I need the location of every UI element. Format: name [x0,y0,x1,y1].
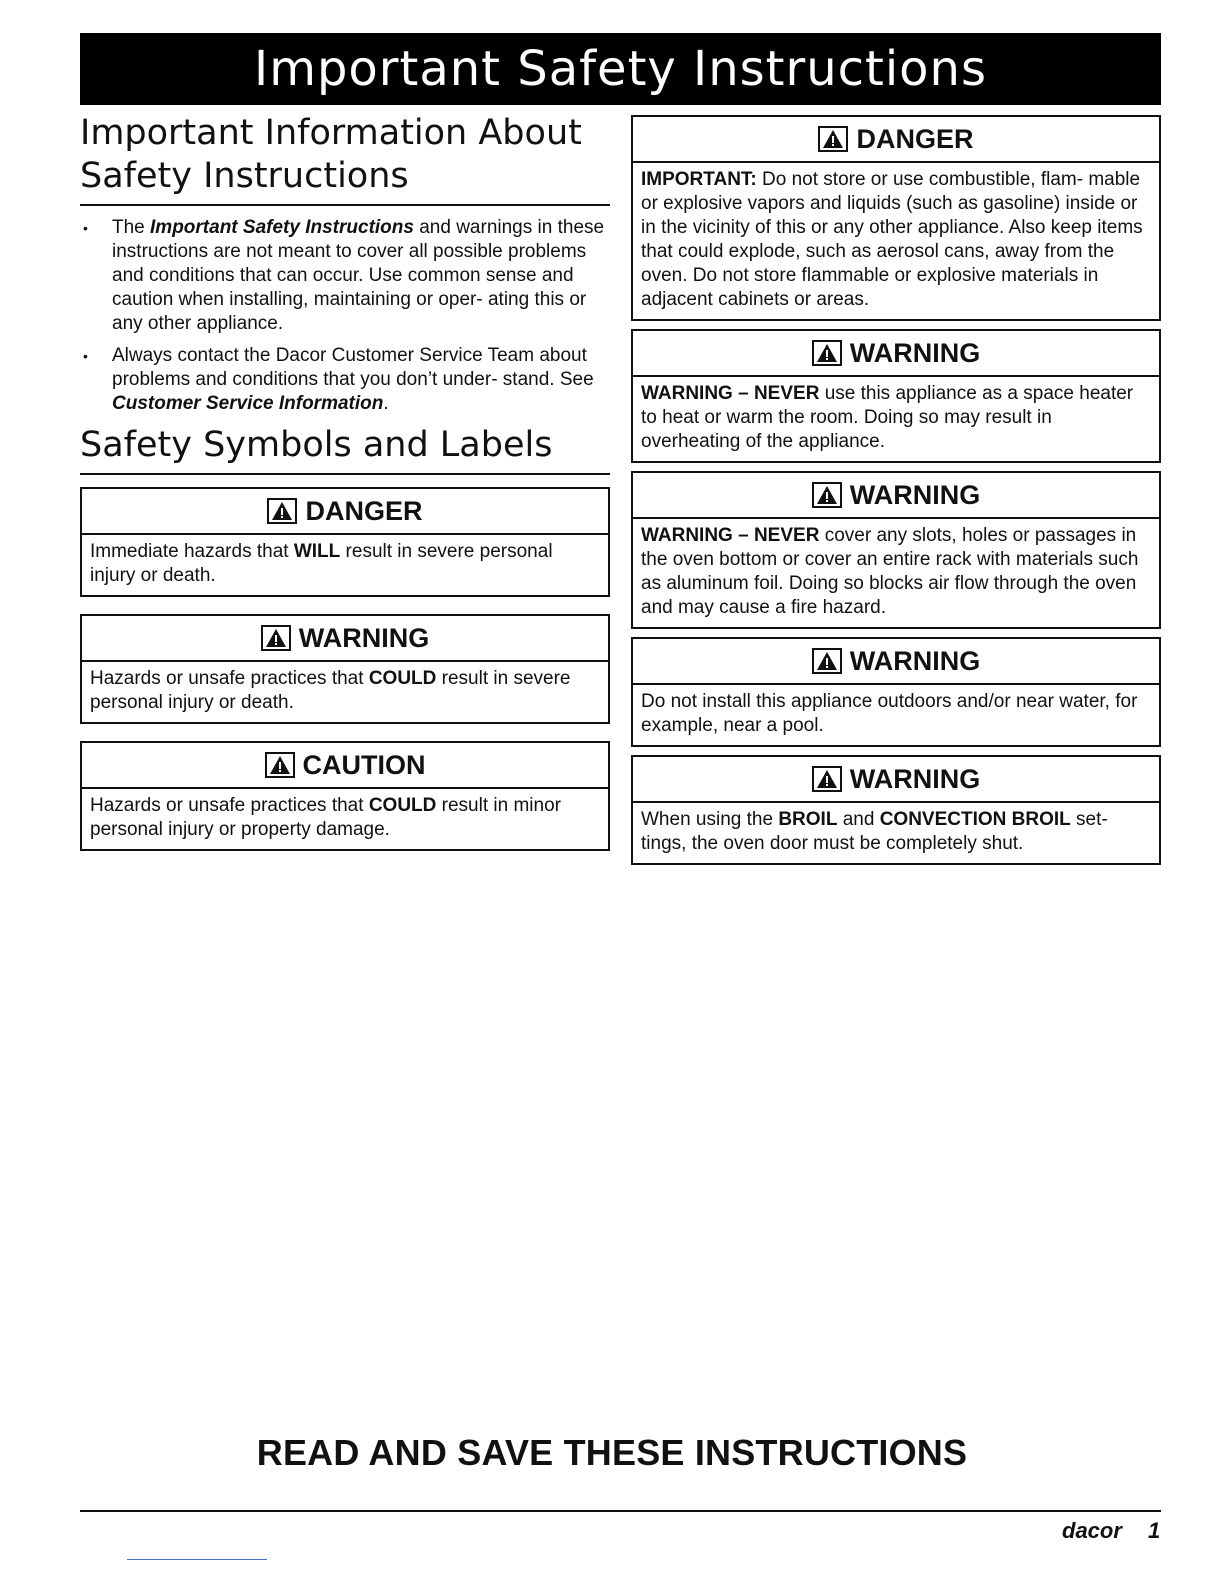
box-body [633,519,1159,627]
warning-label-box [80,614,610,724]
warning-box [631,755,1161,865]
box-body [633,163,1159,319]
box-header [633,117,1159,163]
safety-warning-list [631,115,1161,865]
body-text: set- tings, the oven door must be completely shut. [641,809,1108,854]
danger-box [631,115,1161,321]
box-label: DANGER [305,495,423,526]
body-bold: CONVECTION BROIL [879,809,1071,830]
body-text: result in minor personal injury or property damage. [90,795,561,840]
body-text: use this appliance as a space heater to heat or warm the room. Doing so may result in overheating of the appliance. [641,383,1134,452]
warning-triangle-icon [812,482,842,508]
body-bold: WARNING – NEVER [641,383,820,404]
warning-box [631,637,1161,747]
banner-title: Important Safety Instructions [254,41,987,97]
warning-box [631,329,1161,463]
heading-safety-symbols: Safety Symbols and Labels [80,424,610,475]
warning-triangle-icon [818,126,848,152]
body-text: When using the [641,809,779,830]
danger-label-box [80,487,610,597]
bullet-emphasis: Customer Service Information [112,393,384,414]
box-header [633,639,1159,685]
box-header [633,473,1159,519]
body-text: result in severe personal injury or death. [90,541,553,586]
symbol-label-list [80,487,610,851]
box-body [633,685,1159,745]
page-number: 1 [1148,1518,1161,1543]
box-label: WARNING [849,763,981,794]
box-body [82,789,608,849]
page-banner [80,33,1161,105]
box-header [82,489,608,535]
bullet-item [80,344,610,416]
body-bold: COULD [368,795,437,816]
warning-triangle-icon [812,766,842,792]
bullet-text: Always contact the Dacor Customer Service Team about problems and conditions that you don’t under- stand. See [112,345,594,390]
body-text: cover any slots, holes or passages in the oven bottom or cover an entire rack with materials such as aluminum foil. Doing so blocks air flow through the oven and may cause a fire hazard. [641,525,1139,618]
box-body [82,535,608,595]
box-body [633,803,1159,863]
left-column [80,110,610,868]
body-text: and [837,809,880,830]
warning-triangle-icon [261,625,291,651]
intro-bullet-list [80,216,610,416]
body-text: Hazards or unsafe practices that [90,668,369,689]
body-text: Do not store or use combustible, flam- mable or explosive vapors and liquids (such as gasoline) inside or in the vicinity of this or any other appliance. Also keep items that could explode, such as aerosol cans, away from the oven. Do not store flammable or explosive materials in adjacent cabinets or areas. [641,169,1143,310]
box-header [82,616,608,662]
body-text: Hazards or unsafe practices that [90,795,369,816]
warning-box [631,471,1161,629]
box-label: WARNING [849,479,981,510]
body-bold: COULD [368,668,437,689]
box-label: WARNING [849,645,981,676]
read-and-save-heading: READ AND SAVE THESE INSTRUCTIONS [256,1432,968,1473]
heading-important-information: Important Information About Safety Instructions [80,112,610,206]
body-text: Do not install this appliance outdoors and/or near water, for example, near a pool. [641,691,1138,736]
decorative-underline [127,1559,267,1560]
bullet-item [80,216,610,336]
box-label: WARNING [298,622,430,653]
box-label: DANGER [856,123,974,154]
box-label: CAUTION [302,749,426,780]
right-column [631,115,1161,873]
bullet-emphasis: Important Safety Instructions [150,217,414,238]
body-bold: IMPORTANT: [641,169,757,190]
box-body [82,662,608,722]
warning-triangle-icon [265,752,295,778]
bullet-text: and warnings in these instructions are not meant to cover all possible problems and conditions that can occur. Use common sense and caution when installing, maintaining or oper- ating this or any other appliance. [112,217,605,334]
body-bold: BROIL [778,809,838,830]
warning-triangle-icon [812,340,842,366]
bullet-text: . [383,393,389,414]
brand-logo: dacor [1062,1518,1122,1543]
box-header [82,743,608,789]
body-text: Immediate hazards that [90,541,294,562]
warning-triangle-icon [812,648,842,674]
box-label: WARNING [849,337,981,368]
body-text: result in severe personal injury or death. [90,668,571,713]
caution-label-box [80,741,610,851]
box-header [633,331,1159,377]
bullet-text: The [112,217,151,238]
warning-triangle-icon [267,498,297,524]
body-bold: WILL [293,541,341,562]
box-body [633,377,1159,461]
box-header [633,757,1159,803]
body-bold: WARNING – NEVER [641,525,820,546]
footer-divider [80,1510,1161,1512]
